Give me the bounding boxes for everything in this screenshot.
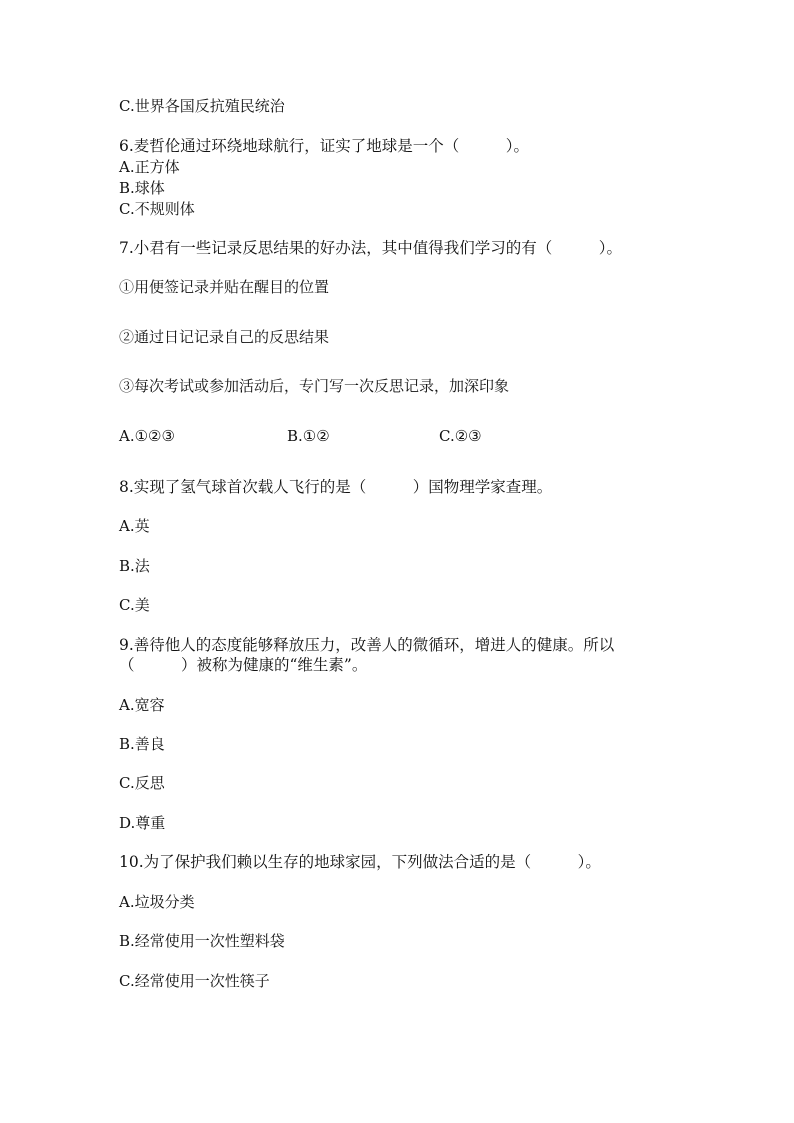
q8-stem: 8.实现了氢气球首次载人飞行的是（ ）国物理学家查理。	[119, 478, 553, 496]
q10-option-b: B.经常使用一次性塑料袋	[119, 932, 285, 950]
q8-option-a: A.英	[119, 517, 150, 535]
q7-statement-3: ③每次考试或参加活动后，专门写一次反思记录，加深印象	[119, 377, 510, 395]
q7-stem: 7.小君有一些记录反思结果的好办法，其中值得我们学习的有（ ）。	[119, 239, 623, 257]
q9-stem-line-2: （ ）被称为健康的“维生素”。	[119, 656, 368, 674]
q10-option-c: C.经常使用一次性筷子	[119, 972, 270, 990]
q8-option-b: B.法	[119, 557, 150, 575]
q6-stem: 6.麦哲伦通过环绕地球航行，证实了地球是一个（ ）。	[119, 137, 530, 155]
q7-statement-1: ①用便签记录并贴在醒目的位置	[119, 278, 330, 296]
q5-option-c: C.世界各国反抗殖民统治	[119, 97, 285, 115]
q10-stem: 10.为了保护我们赖以生存的地球家园，下列做法合适的是（ ）。	[119, 853, 601, 871]
q6-option-c: C.不规则体	[119, 200, 195, 218]
q7-option-a: A.①②③	[119, 427, 175, 445]
q10-option-a: A.垃圾分类	[119, 893, 195, 911]
q6-option-b: B.球体	[119, 179, 165, 197]
q7-statement-2: ②通过日记记录自己的反思结果	[119, 328, 330, 346]
q9-option-a: A.宽容	[119, 696, 165, 714]
q6-option-a: A.正方体	[119, 158, 180, 176]
q9-stem-line-1: 9.善待他人的态度能够释放压力，改善人的微循环，增进人的健康。所以	[119, 636, 615, 654]
q9-option-c: C.反思	[119, 774, 165, 792]
q7-option-c: C.②③	[439, 427, 482, 445]
q9-option-d: D.尊重	[119, 814, 166, 832]
q8-option-c: C.美	[119, 596, 150, 614]
q7-option-b: B.①②	[287, 427, 330, 445]
q9-option-b: B.善良	[119, 735, 165, 753]
